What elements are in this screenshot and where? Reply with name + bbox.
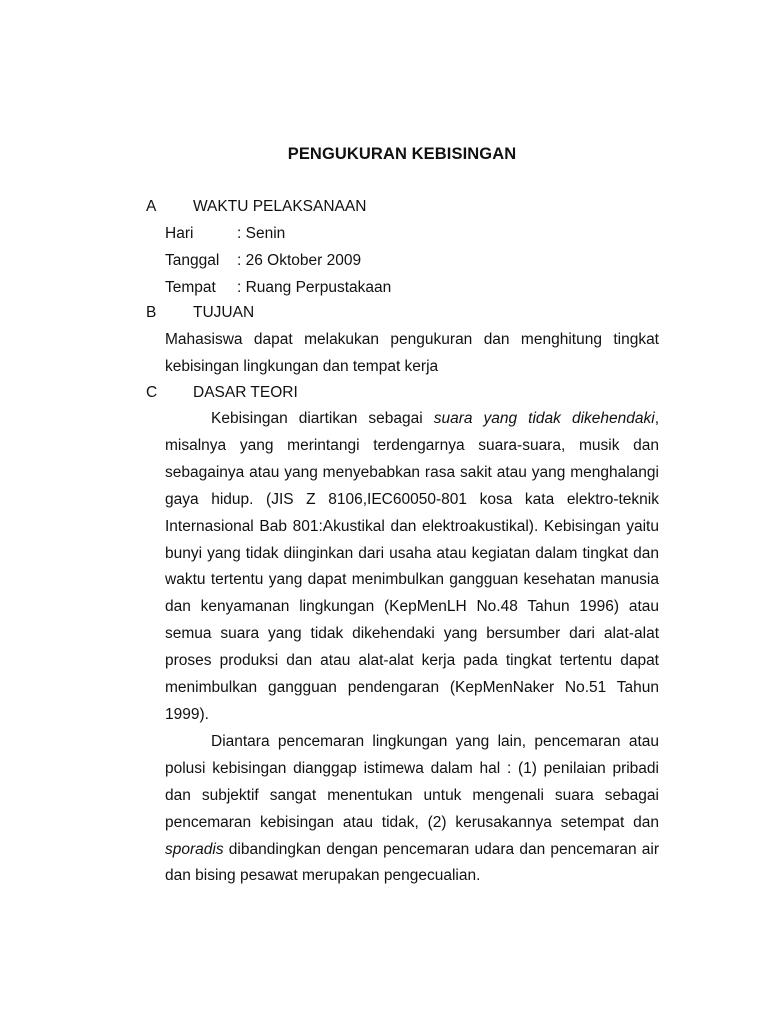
field-tempat	[165, 277, 391, 299]
field-value: : 26 Oktober 2009	[237, 252, 362, 269]
section-letter: A	[146, 198, 157, 215]
section-title: TUJUAN	[193, 304, 255, 321]
field-value: : Ruang Perpustakaan	[237, 279, 392, 296]
tujuan-paragraph	[165, 327, 659, 381]
paragraph-text: dibandingkan dengan pencemaran udara dan pencemaran air dan bising pesawat merupakan pengecualian.	[165, 840, 659, 885]
field-value: : Senin	[237, 225, 286, 242]
section-letter: C	[146, 384, 158, 401]
dasar-teori-body	[165, 406, 659, 890]
paragraph-text: Kebisingan diartikan sebagai	[211, 410, 434, 427]
document-title: PENGUKURAN KEBISINGAN	[287, 145, 517, 163]
field-hari	[165, 223, 285, 245]
section-title: WAKTU PELAKSANAAN	[193, 198, 367, 215]
section-letter: B	[146, 304, 157, 321]
field-tanggal	[165, 250, 361, 272]
field-key: Hari	[165, 225, 194, 242]
italic-term: sporadis	[165, 840, 224, 858]
section-c-heading	[146, 382, 298, 404]
paragraph-text: Mahasiswa dapat melakukan pengukuran dan menghitung tingkat kebisingan lingkungan dan tempat kerja	[165, 331, 659, 375]
paragraph-2	[165, 729, 659, 890]
section-title: DASAR TEORI	[193, 384, 298, 401]
field-key: Tanggal	[165, 252, 220, 269]
section-b-heading	[146, 302, 254, 324]
paragraph-text: , misalnya yang merintangi terdengarnya suara-suara, musik dan sebagainya atau yang menyebabkan rasa sakit atau yang menghalangi gaya hidup. (JIS Z 8106,IEC60050-801 kosa kata elektro-teknik Internasional Bab 801:Akustikal dan elektroakustikal). Kebisingan yaitu bunyi yang tidak diinginkan dari usaha atau kegiatan dalam tingkat dan waktu tertentu yang dapat menimbulkan gangguan kesehatan manusia dan kenyamanan lingkungan (KepMenLH No.48 Tahun 1996) atau semua suara yang tidak dikehendaki yang bersumber dari alat-alat proses produksi dan atau alat-alat kerja pada tingkat tertentu dapat menimbulkan gangguan pendengaran (KepMenNaker No.51 Tahun 1999).	[165, 410, 659, 723]
paragraph-text: Diantara pencemaran lingkungan yang lain, pencemaran atau polusi kebisingan dianggap istimewa dalam hal : (1) penilaian pribadi dan subjektif sangat menentukan untuk mengenali suara sebagai pencemaran kebisingan atau tidak, (2) kerusakannya setempat dan	[165, 732, 659, 831]
section-a-heading	[146, 196, 366, 218]
italic-term: suara yang tidak dikehendaki	[433, 410, 655, 427]
field-key: Tempat	[165, 279, 216, 296]
paragraph-1	[165, 406, 659, 729]
